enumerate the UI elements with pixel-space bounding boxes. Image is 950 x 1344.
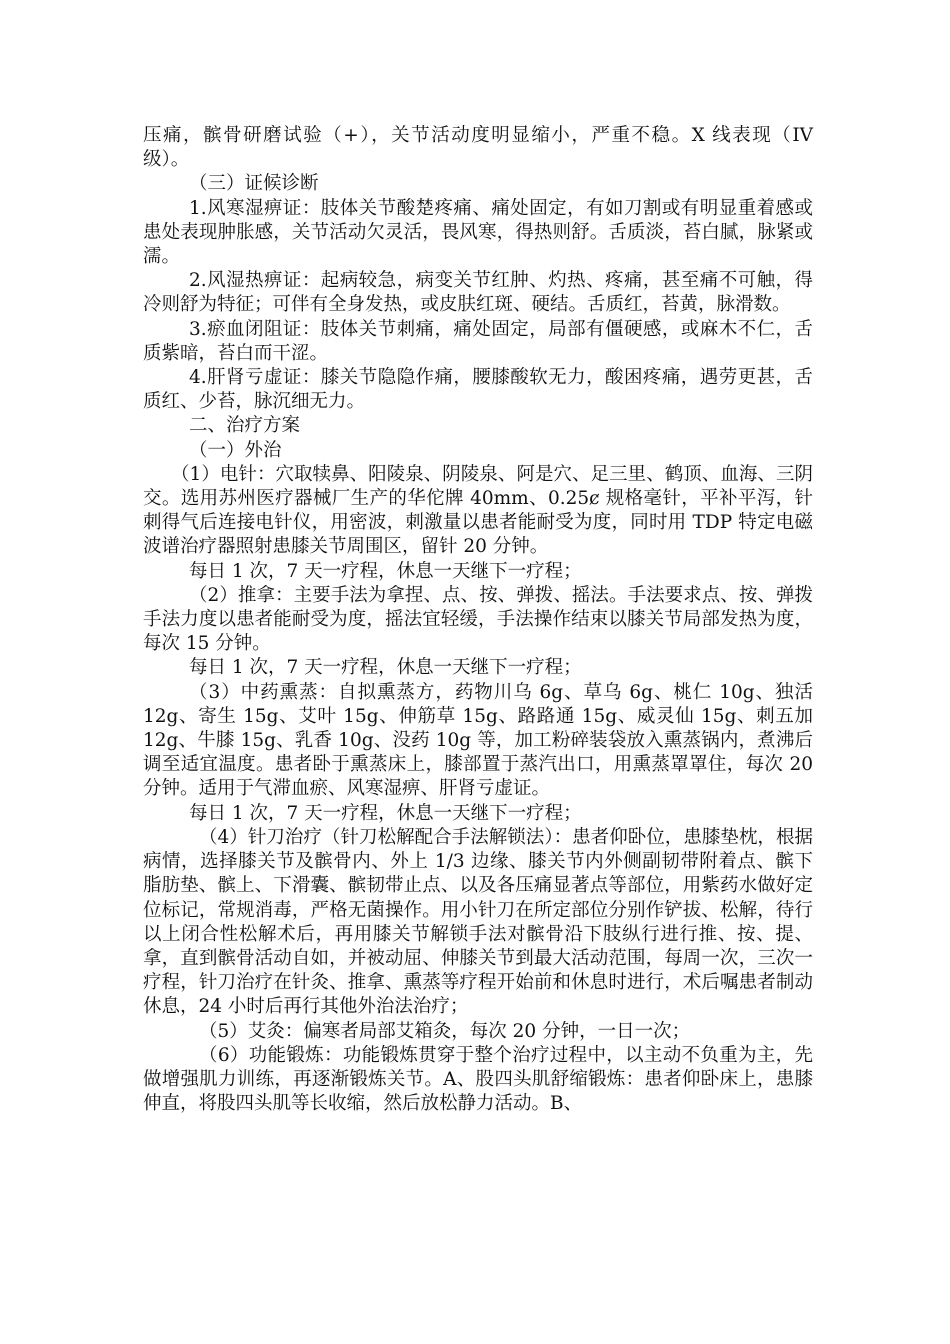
paragraph-1: 压痛，髌骨研磨试验（+），关节活动度明显缩小，严重不稳。X 线表现（IV 级）。 bbox=[143, 125, 813, 171]
paragraph-wind-damp-heat: 2.风湿热痹证：起病较急，病变关节红肿、灼热、疼痛，甚至痛不可触，得冷则舒为特征；可伴有全身发热，或皮肤红斑、硬结。舌质红，苔黄，脉滑数。 bbox=[143, 270, 813, 316]
paragraph-blood-stasis: 3.瘀血闭阻证：肢体关节刺痛，痛处固定，局部有僵硬感，或麻木不仁，舌质紫暗，苔白而干涩。 bbox=[143, 318, 813, 364]
paragraph-electroacupuncture: （1）电针：穴取犊鼻、阳陵泉、阴陵泉、阿是穴、足三里、鹤顶、血海、三阴交。选用苏州医疗器械厂生产的华佗牌 40mm、0.25ȼ 规格毫针，平补平泻，针刺得气后连接电针仪，用密波，刺激量以患者能耐受为度，同时用 TDP 特定电磁波谱治疗器照射患膝关节周围区，留针 20 分钟。 bbox=[143, 463, 813, 558]
section-heading-external-treatment: （一）外治 bbox=[189, 439, 282, 461]
paragraph-wind-cold-damp: 1.风寒湿痹证：肢体关节酸楚疼痛、痛处固定，有如刀割或有明显重着感或患处表现肿胀感，关节活动欠灵活，畏风寒，得热则舒。舌质淡，苔白腻，脉紧或濡。 bbox=[143, 197, 813, 268]
paragraph-acupotomy: （4）针刀治疗（针刀松解配合手法解锁法）：患者仰卧位，患膝垫枕，根据病情，选择膝关节及髌骨内、外上 1/3 边缘、膝关节内外侧副韧带附着点、髌下脂肪垫、髌上、下滑囊、髌韧带止点、以及各压痛显著点等部位，用紫药水做好定位标记，常规消毒，严格无菌操作。用小针刀在所定部位分别作铲拔、松解，待行以上闭合性松解术后，再用膝关节解锁手法对髌骨沿下肢纵行进行推、按、提、拿，直到髌骨活动自如，并被动屈、伸膝关节到最大活动范围，每周一次，三次一疗程，针刀治疗在针灸、推拿、熏蒸等疗程开始前和休息时进行，术后嘱患者制动休息，24 小时后再行其他外治法治疗； bbox=[143, 826, 813, 1018]
section-heading-treatment-plan: 二、治疗方案 bbox=[189, 415, 301, 437]
document-page bbox=[143, 124, 813, 1116]
paragraph-course-2: 每日 1 次，7 天一疗程，休息一天继下一疗程； bbox=[189, 657, 582, 679]
paragraph-course-1: 每日 1 次，7 天一疗程，休息一天继下一疗程； bbox=[189, 560, 582, 582]
paragraph-liver-kidney: 4.肝肾亏虚证：膝关节隐隐作痛，腰膝酸软无力，酸困疼痛，遇劳更甚，舌质红、少苔，脉沉细无力。 bbox=[143, 367, 813, 413]
paragraph-massage: （2）推拿：主要手法为拿捏、点、按、弹拨、摇法。手法要求点、按、弹拨手法力度以患者能耐受为度，摇法宜轻缓，手法操作结束以膝关节局部发热为度，每次 15 分钟。 bbox=[143, 584, 813, 655]
section-heading-syndrome-diagnosis: （三）证候诊断 bbox=[189, 173, 319, 195]
paragraph-exercise: （6）功能锻炼：功能锻炼贯穿于整个治疗过程中，以主动不负重为主，先做增强肌力训练，再逐渐锻炼关节。A、股四头肌舒缩锻炼：患者仰卧床上，患膝伸直，将股四头肌等长收缩，然后放松静力活动。B、 bbox=[143, 1044, 813, 1115]
paragraph-fumigation: （3）中药熏蒸：自拟熏蒸方，药物川乌 6g、草乌 6g、桃仁 10g、独活 12g、寄生 15g、艾叶 15g、伸筋草 15g、路路通 15g、威灵仙 15g、刺五加 12g、牛膝 15g、乳香 10g、没药 10g 等，加工粉碎装袋放入熏蒸锅内，煮沸后调至适宜温度。患者卧于熏蒸床上，膝部置于蒸汽出口，用熏蒸罩罩住，每次 20 分钟。适用于气滞血瘀、风寒湿痹、肝肾亏虚证。 bbox=[143, 681, 813, 800]
paragraph-course-3: 每日 1 次，7 天一疗程，休息一天继下一疗程； bbox=[189, 802, 582, 824]
paragraph-moxibustion: （5）艾灸：偏寒者局部艾箱灸，每次 20 分钟，一日一次； bbox=[199, 1020, 691, 1042]
